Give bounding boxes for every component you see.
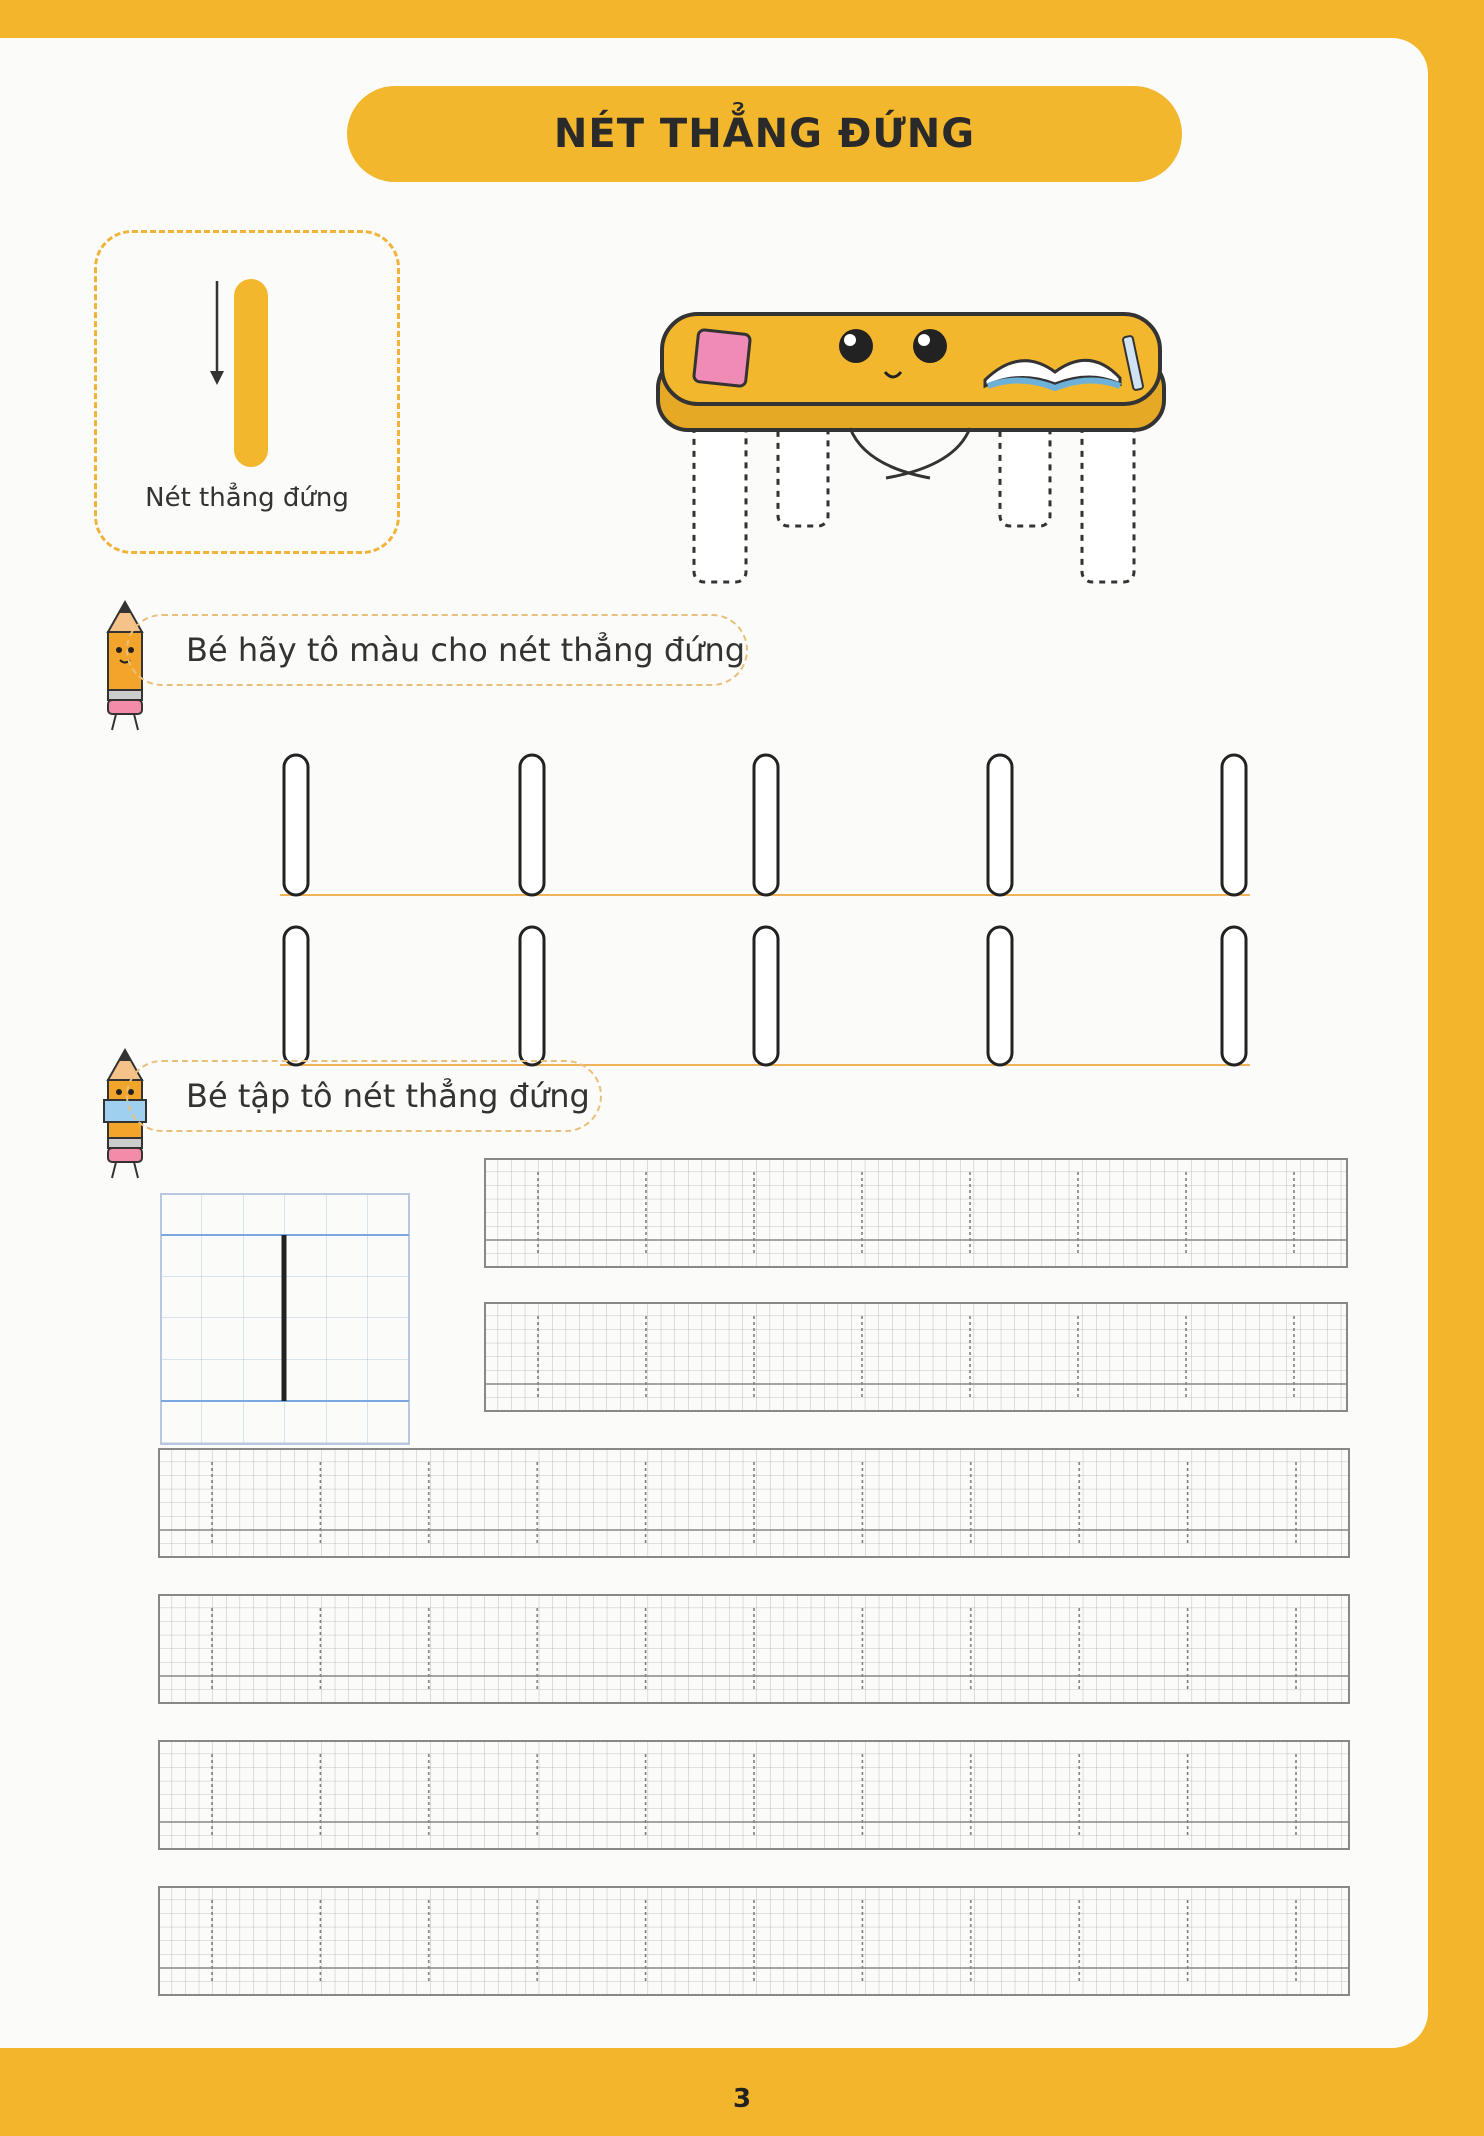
desk-illustration	[650, 306, 1170, 626]
stroke-outline	[520, 755, 544, 895]
trace-grid-row[interactable]	[158, 1594, 1350, 1704]
stroke-label: Nét thẳng đứng	[145, 483, 349, 513]
down-arrow-icon	[207, 279, 227, 389]
stroke-outline	[284, 927, 308, 1065]
instruction-trace: Bé tập tô nét thẳng đứng	[126, 1060, 602, 1132]
stroke-outline	[754, 755, 778, 895]
stroke-outline	[988, 755, 1012, 895]
instruction-color: Bé hãy tô màu cho nét thẳng đứng	[126, 614, 748, 686]
trace-grid-row[interactable]	[158, 1448, 1350, 1558]
trace-grid-row[interactable]	[484, 1158, 1348, 1268]
stroke-outline	[754, 927, 778, 1065]
trace-grid-row[interactable]	[158, 1740, 1350, 1850]
color-exercise	[250, 743, 1260, 1073]
trace-grid-row[interactable]	[158, 1886, 1350, 1996]
worksheet-page	[0, 38, 1428, 2048]
title-banner	[347, 86, 1182, 182]
stroke-outline	[520, 927, 544, 1065]
stroke-outline	[284, 755, 308, 895]
stroke-example-card	[94, 230, 400, 554]
trace-grid-row[interactable]	[484, 1302, 1348, 1412]
stroke-outline	[1222, 927, 1246, 1065]
page-number: 3	[732, 2084, 752, 2114]
page-title: NÉT THẲNG ĐỨNG	[553, 111, 976, 157]
vertical-stroke-sample	[234, 279, 268, 467]
stroke-outline	[1222, 755, 1246, 895]
stroke-outline	[988, 927, 1012, 1065]
trace-example-box	[160, 1193, 410, 1445]
